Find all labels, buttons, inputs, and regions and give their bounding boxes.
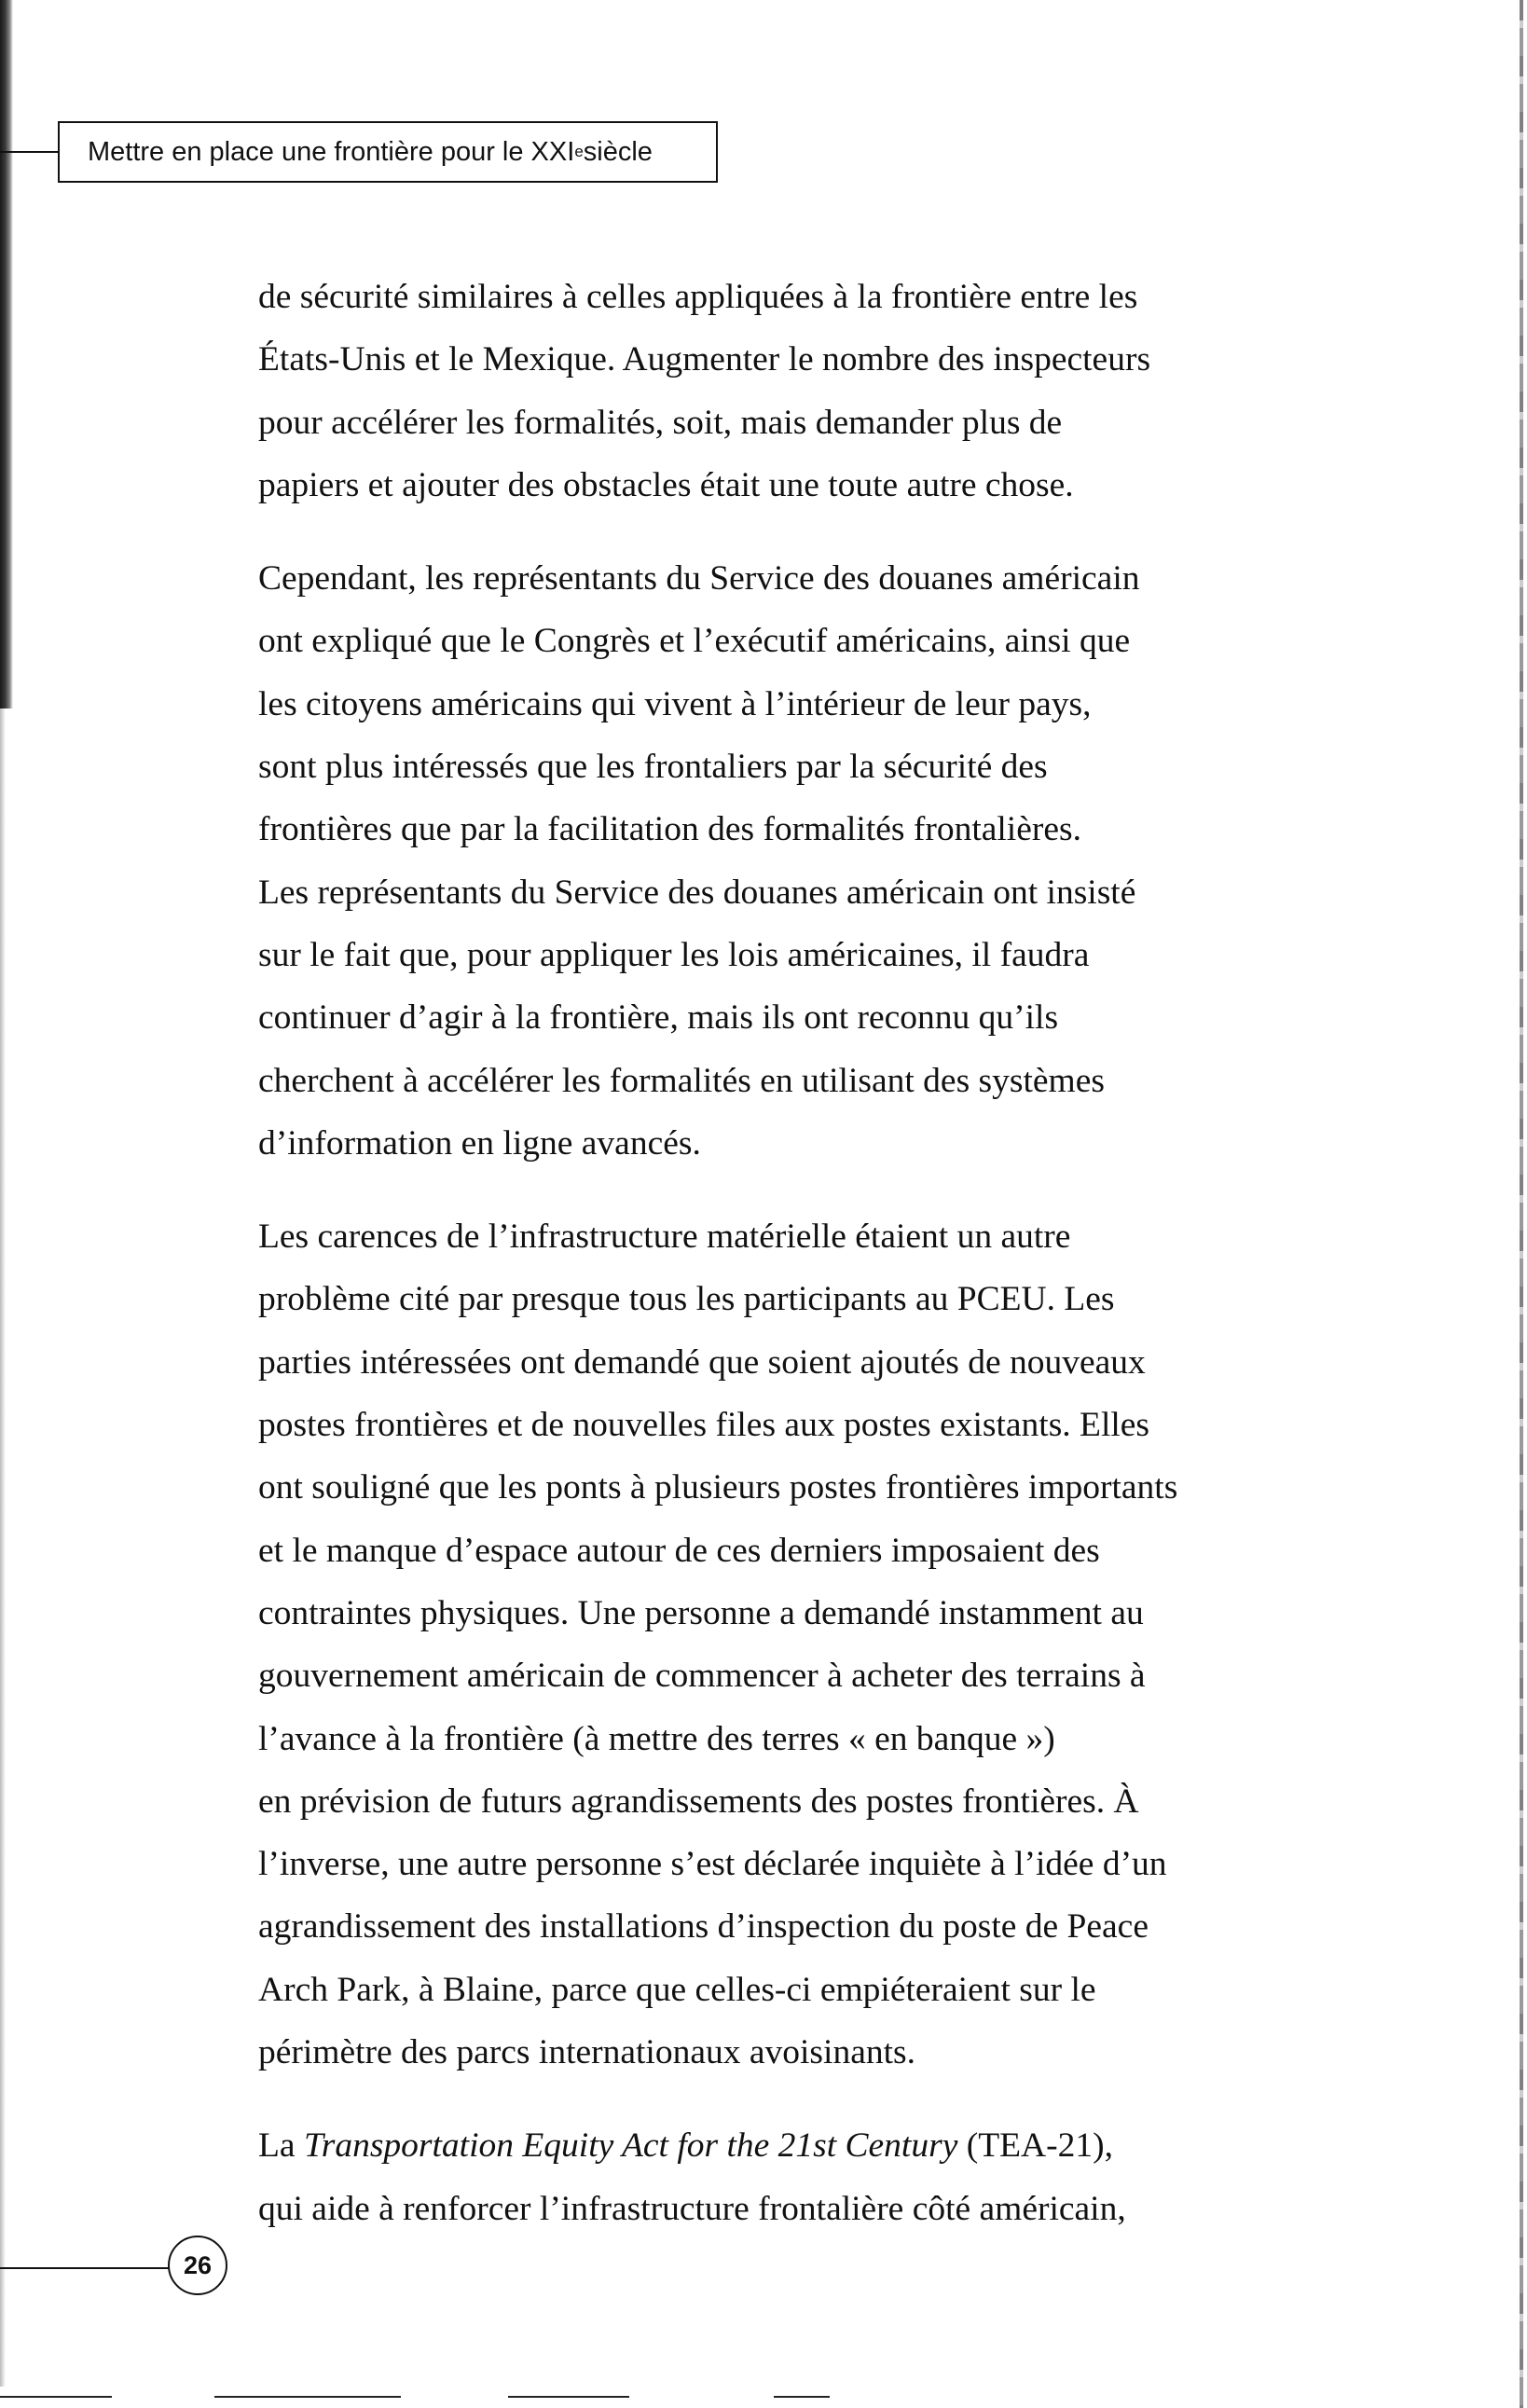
text-line: périmètre des parcs internationaux avoisinants. [258,2033,915,2072]
scan-rule [0,2396,112,2398]
text-line: contraintes physiques. Une personne a demandé instamment au [258,1593,1144,1632]
scan-rule [508,2396,629,2398]
paragraph-3 [258,1205,1321,2084]
text-line: sont plus intéressés que les frontaliers par la sécurité des [258,748,1048,787]
text-line: Les carences de l’infrastructure matérielle étaient un autre [258,1218,1071,1257]
text-run: La [258,2126,304,2166]
binding-edge [0,0,13,709]
text-line: en prévision de futurs agrandissements des postes frontières. À [258,1782,1139,1821]
text-line [258,2114,1321,2177]
running-header-superscript: e [574,143,584,160]
text-line: ont expliqué que le Congrès et l’exécutif américains, ainsi que [258,622,1131,661]
paragraph-2 [258,547,1321,1175]
text-line: les citoyens américains qui vivent à l’intérieur de leur pays, [258,684,1092,723]
text-line: frontières que par la facilitation des formalités frontalières. [258,810,1081,849]
folio-rule [0,2267,170,2269]
text-run: (TEA-21), [957,2126,1113,2166]
page-number: 26 [168,2236,227,2295]
running-header-text-end: siècle [583,136,653,167]
text-line: États-Unis et le Mexique. Augmenter le nombre des inspecteurs [258,340,1151,379]
text-line: d’information en ligne avancés. [258,1123,701,1163]
scan-rule [774,2396,830,2398]
text-line: sur le fait que, pour appliquer les lois américaines, il faudra [258,935,1090,974]
scan-rule [214,2396,401,2398]
page-edge [1520,0,1523,2408]
text-line: postes frontières et de nouvelles files aux postes existants. Elles [258,1406,1150,1445]
binding-edge-shadow [0,709,6,2387]
header-rule [0,151,58,153]
text-line: gouvernement américain de commencer à acheter des terrains à [258,1657,1146,1696]
act-title: Transportation Equity Act for the 21st Century [303,2126,958,2166]
text-line: et le manque d’espace autour de ces derniers imposaient des [258,1531,1100,1570]
text-line: continuer d’agir à la frontière, mais ils ont reconnu qu’ils [258,998,1059,1038]
text-line: qui aide à renforcer l’infrastructure frontalière côté américain, [258,2189,1126,2228]
text-line: papiers et ajouter des obstacles était une toute autre chose. [258,465,1074,504]
text-line: l’inverse, une autre personne s’est déclarée inquiète à l’idée d’un [258,1845,1167,1884]
text-line: Arch Park, à Blaine, parce que celles-ci empiéteraient sur le [258,1970,1096,2009]
text-line: Cependant, les représentants du Service des douanes américain [258,559,1140,599]
text-line: parties intéressées ont demandé que soient ajoutés de nouveaux [258,1342,1146,1382]
body-text [258,266,1321,2240]
paragraph-4 [258,2114,1321,2240]
text-line: pour accélérer les formalités, soit, mais demander plus de [258,403,1063,442]
text-line: ont souligné que les ponts à plusieurs postes frontières importants [258,1468,1178,1507]
text-line: agrandissement des installations d’inspection du poste de Peace [258,1907,1149,1947]
running-header [58,121,718,183]
text-line: cherchent à accélérer les formalités en utilisant des systèmes [258,1061,1105,1100]
text-line: l’avance à la frontière (à mettre des terres « en banque ») [258,1719,1055,1758]
paragraph-1 [258,266,1321,516]
text-line: problème cité par presque tous les participants au PCEU. Les [258,1280,1115,1319]
running-header-text: Mettre en place une frontière pour le XXI [88,136,575,167]
text-line: Les représentants du Service des douanes américain ont insisté [258,873,1136,912]
text-line: de sécurité similaires à celles appliquées à la frontière entre les [258,278,1138,316]
